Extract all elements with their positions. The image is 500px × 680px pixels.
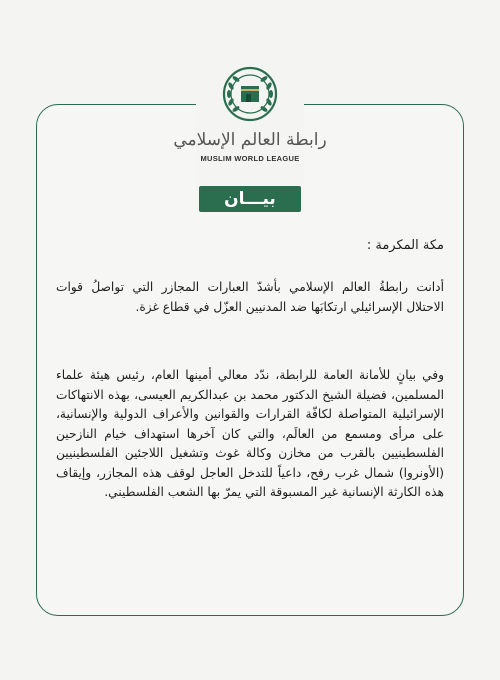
kaaba-laurel-emblem-icon	[222, 66, 278, 122]
logo-english-text: MUSLIM WORLD LEAGUE	[200, 154, 300, 163]
logo-arabic-text: رابطة العالم الإسلامي	[173, 130, 327, 150]
statement-title-badge: بيـــان	[199, 186, 301, 212]
paragraph-1: أدانت رابطةُ العالم الإسلامي بأشدّ العبارات المجازر التي تواصلُ قوات الاحتلال الإسرائيلي ارتكابَها ضد المدنيين العزّل في قطاع غزة.	[56, 280, 444, 314]
paragraph-2: وفي بيانٍ للأمانة العامة للرابطة، ندّد معالي أمينها العام، رئيس هيئة علماء المسلمين، فضيلة الشيخ الدكتور محمد بن عبدالكريم العيسى، بهذه الانتهاكات الإسرائيلية المتواصلة لكافّة القرارات والقوانين والأعراف الدولية والإنسانية، على مرأى ومسمع من العالَم، والتي كان آخرها استهداف خيام النازحين الفلسطينيين بالقرب من مخازن وكالة غوث وتشغيل اللاجئين الفلسطينيين (الأونروا) شمال غرب رفح، داعياً للتدخل العاجل لوقف هذه المجازر، وإيقاف هذه الكارثة الإنسانية غير المسبوقة التي يمرّ بها الشعب الفلسطيني.	[56, 368, 444, 499]
dateline-location: مكة المكرمة :	[366, 238, 444, 253]
